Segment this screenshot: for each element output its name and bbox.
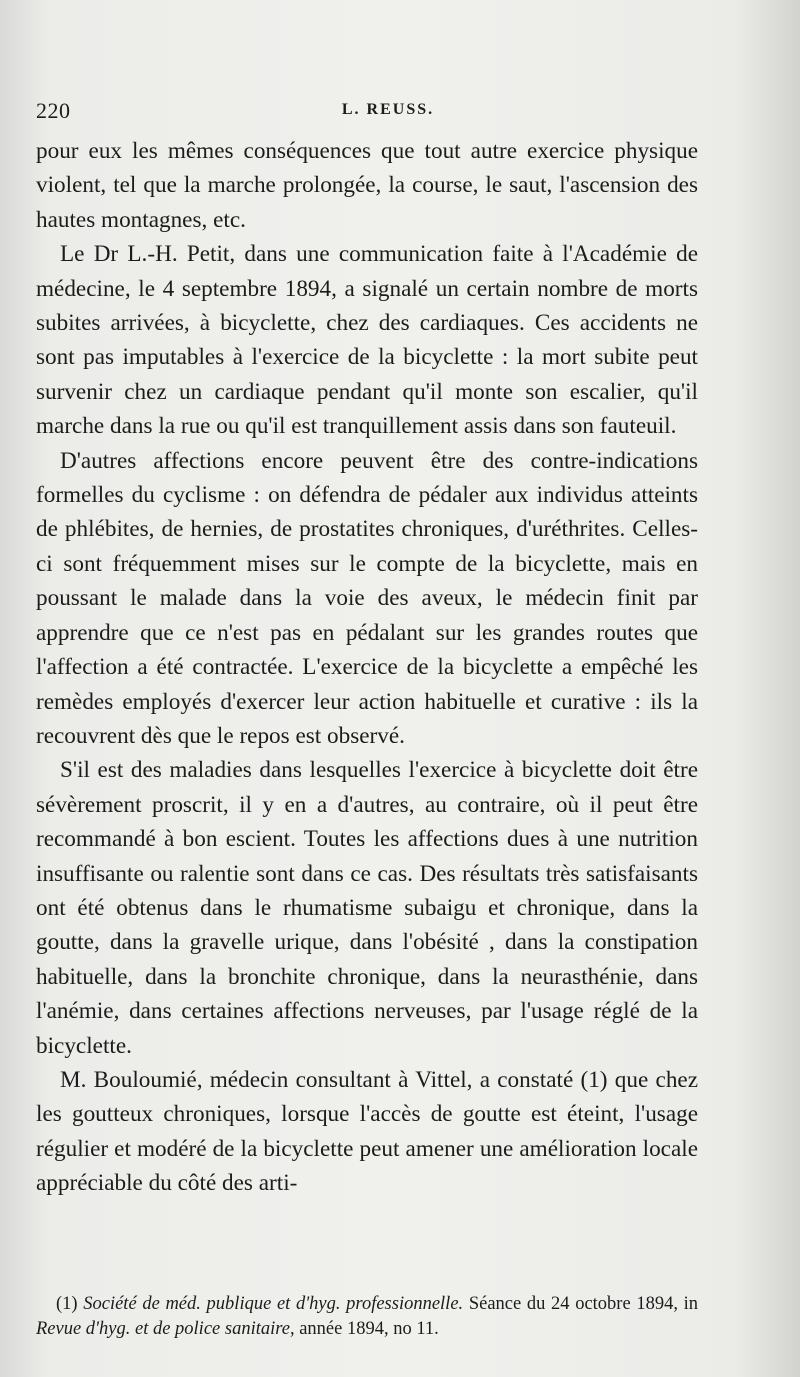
paragraph-contre-indications: D'autres affections encore peuvent être des contre-indications formelles du cyclisme : on défendra de pédaler aux individus atteints de phlébites, de hernies, de prostatites chroniques, d'uréthrites. Celles-ci sont fréquemment mises sur le compte de la bicyclette, mais en poussant le malade dans la voie des aveux, le médecin finit par apprendre que ce n'est pas en pédalant sur les grandes routes que l'affection a été contractée. L'exercice de la bicyclette a empêché les remèdes employés d'exercer leur action habituelle et curative : ils la recouvrent dès que le repos est observé.	[36, 447, 698, 749]
footnote-marker: (1)	[56, 1294, 78, 1314]
footnotes	[36, 1292, 698, 1342]
footnote-journal: Société de méd. publique et d'hyg. professionnelle.	[83, 1294, 464, 1314]
footnote-1	[36, 1292, 698, 1342]
body-text	[36, 134, 698, 1201]
paragraph-continuation: pour eux les mêmes conséquences que tout autre exercice physique violent, tel que la marche prolongée, la course, le saut, l'ascension des hautes montagnes, etc.	[36, 138, 698, 233]
footnote-year: , année 1894, no 11.	[289, 1319, 439, 1339]
paragraph-bouloumie: M. Bouloumié, médecin consultant à Vittel, a constaté (1) que chez les goutteux chroniques, lorsque l'accès de goutte est éteint, l'usage régulier et modéré de la bicyclette peut amener une amélioration locale appréciable du côté des arti-	[36, 1066, 698, 1197]
running-head: L. REUSS.	[341, 101, 435, 118]
page-number: 220	[36, 98, 71, 123]
page-header	[36, 98, 740, 128]
footnote-review: Revue d'hyg. et de police sanitaire	[36, 1319, 290, 1339]
footnote-session: Séance du 24 octobre 1894, in	[463, 1294, 699, 1314]
paragraph-maladies: S'il est des maladies dans lesquelles l'exercice à bicyclette doit être sévèrement proscrit, il y en a d'autres, au contraire, où il peut être recommandé à bon escient. Toutes les affections dues à une nutrition insuffisante ou ralentie sont dans ce cas. Des résultats très satisfaisants ont été obtenus dans le rhumatisme subaigu et chronique, dans la goutte, dans la gravelle urique, dans l'obésité , dans la constipation habituelle, dans la bronchite chronique, dans la neurasthénie, dans l'anémie, dans certaines affections nerveuses, par l'usage réglé de la bicyclette.	[36, 757, 698, 1059]
paragraph-petit: Le Dr L.-H. Petit, dans une communication faite à l'Académie de médecine, le 4 septembre 1894, a signalé un certain nombre de morts subites arrivées, à bicyclette, chez des cardiaques. Ces accidents ne sont pas imputables à l'exercice de la bicyclette : la mort subite peut survenir chez un cardiaque pendant qu'il monte son escalier, qu'il marche dans la rue ou qu'il est tranquillement assis dans son fauteuil.	[36, 241, 698, 440]
